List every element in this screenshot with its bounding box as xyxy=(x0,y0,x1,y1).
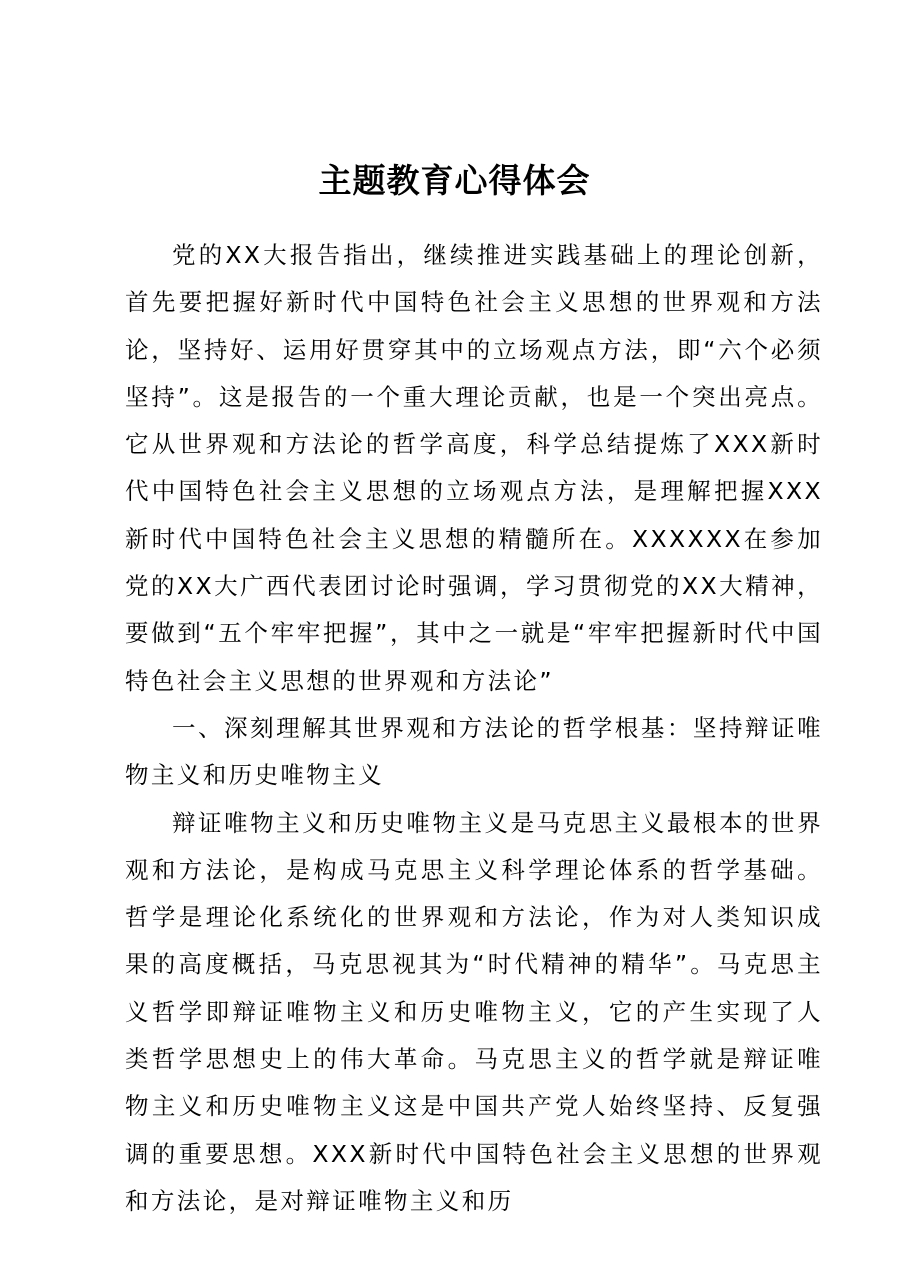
document-title: 主题教育心得体会 xyxy=(318,161,591,200)
section-heading-one: 一、深刻理解其世界观和方法论的哲学根基：坚持辩证唯物主义和历史唯物主义 xyxy=(125,713,823,790)
paragraph-dialectical-materialism: 辩证唯物主义和历史唯物主义是马克思主义最根本的世界观和方法论，是构成马克思主义科学理论体系的哲学基础。哲学是理论化系统化的世界观和方法论，作为对人类知识成果的高度概括，马克思视其为“时代精神的精华”。马克思主义哲学即辩证唯物主义和历史唯物主义，它的产生实现了人类哲学思想史上的伟大革命。马克思主义的哲学就是辩证唯物主义和历史唯物主义这是中国共产党人始终坚持、反复强调的重要思想。XXX新时代中国特色社会主义思想的世界观和方法论，是对辩证唯物主义和历 xyxy=(125,808,823,1215)
paragraph-intro: 党的XX大报告指出，继续推进实践基础上的理论创新，首先要把握好新时代中国特色社会主义思想的世界观和方法论，坚持好、运用好贯穿其中的立场观点方法，即“六个必须坚持”。这是报告的一个重大理论贡献，也是一个突出亮点。它从世界观和方法论的哲学高度，科学总结提炼了XXX新时代中国特色社会主义思想的立场观点方法，是理解把握XXX新时代中国特色社会主义思想的精髓所在。XXXXXX在参加党的XX大广西代表团讨论时强调，学习贯彻党的XX大精神，要做到“五个牢牢把握”，其中之一就是“牢牢把握新时代中国特色社会主义思想的世界观和方法论” xyxy=(125,241,823,695)
document-body xyxy=(125,232,823,1225)
